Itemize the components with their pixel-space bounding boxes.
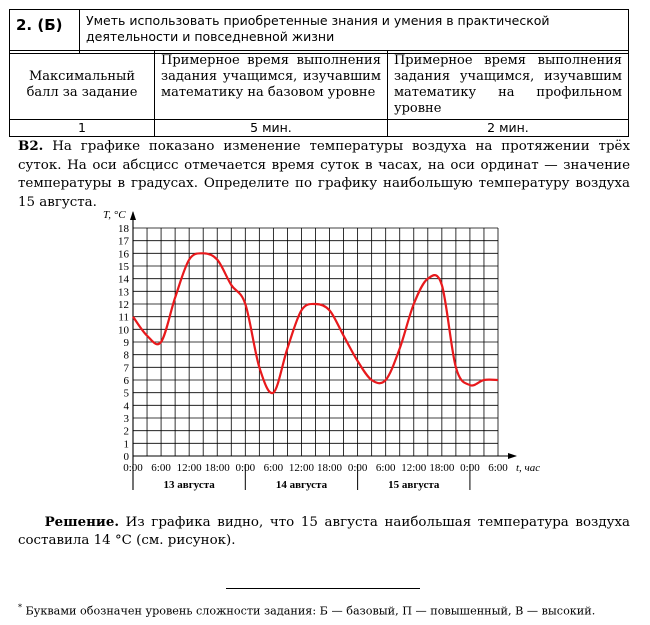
- footnote-divider: [226, 588, 420, 589]
- y-axis-label: T, °C: [103, 209, 126, 221]
- y-tick-label: 3: [123, 413, 129, 425]
- y-tick-label: 16: [118, 248, 129, 261]
- max-score-value: 1: [10, 120, 155, 137]
- y-tick-label: 12: [118, 299, 129, 311]
- y-tick-label: 17: [118, 235, 129, 248]
- day-label: 13 августа: [163, 479, 215, 491]
- y-tick-label: 6: [123, 375, 129, 387]
- task-label: В2.: [18, 138, 44, 154]
- x-axis-label: t, час: [516, 462, 541, 474]
- y-tick-label: 0: [123, 451, 129, 463]
- solution-text: [18, 513, 630, 550]
- x-tick-label: 12:00: [176, 462, 202, 474]
- x-tick-label: 0:00: [235, 462, 256, 474]
- time-profile-header: Примерное время выполнения задания учащимся, изучавшим математику на профильном уровне: [387, 51, 628, 120]
- max-score-header: Максимальный балл за задание: [10, 51, 155, 120]
- time-basic-header: Примерное время выполнения задания учащимся, изучавшим математику на базовом уровне: [155, 51, 388, 120]
- solution-body: Из графика видно, что 15 августа наибольшая температура воздуха составила 14 °C (см. рисунок).: [18, 515, 631, 548]
- x-tick-label: 0:00: [460, 462, 480, 474]
- y-axis-arrow: [130, 211, 136, 220]
- task-body: На графике показано изменение температуры воздуха на протяжении трёх суток. На оси абсцисс отмечается время суток в часах, на оси ординат — значение температуры в градусах. Определите по графику наибольшую температуру воздуха 15 августа.: [18, 139, 630, 210]
- x-tick-label: 6:00: [151, 462, 171, 474]
- x-tick-label: 12:00: [401, 462, 427, 474]
- time-profile-value: 2 мин.: [387, 120, 628, 137]
- y-tick-label: 4: [123, 400, 129, 413]
- day-label: 14 августа: [275, 479, 328, 491]
- time-basic-value: 5 мин.: [155, 120, 388, 137]
- x-tick-label: 18:00: [204, 462, 230, 474]
- y-tick-label: 13: [118, 286, 129, 299]
- y-tick-label: 10: [118, 324, 129, 337]
- x-tick-label: 18:00: [429, 462, 455, 474]
- y-tick-label: 1: [123, 438, 129, 451]
- task-number: 2. (Б): [10, 10, 80, 54]
- y-tick-label: 2: [123, 425, 129, 438]
- x-tick-label: 18:00: [317, 462, 343, 474]
- solution-label: Решение.: [44, 514, 120, 530]
- x-tick-label: 0:00: [347, 462, 368, 474]
- skill-description: Уметь использовать приобретенные знания и умения в практической деятельности и повседневной жизни: [80, 10, 629, 54]
- x-tick-label: 6:00: [488, 462, 508, 474]
- x-tick-label: 6:00: [263, 462, 284, 474]
- x-tick-label: 12:00: [288, 462, 314, 474]
- day-label: 15 августа: [388, 479, 440, 491]
- y-tick-label: 5: [123, 387, 129, 400]
- footnote: [18, 603, 595, 618]
- y-tick-label: 15: [118, 261, 129, 273]
- y-tick-label: 14: [118, 273, 129, 286]
- y-tick-label: 9: [123, 337, 129, 349]
- y-tick-label: 11: [118, 311, 129, 324]
- footnote-mark: *: [18, 603, 22, 612]
- x-axis-arrow: [508, 453, 517, 459]
- x-tick-label: 6:00: [375, 462, 396, 474]
- footnote-text: Буквами обозначен уровень сложности задания: Б — базовый, П — повышенный, В — высокий.: [22, 604, 596, 618]
- y-tick-label: 8: [123, 349, 129, 362]
- y-tick-label: 18: [118, 223, 129, 235]
- x-tick-label: 0:00: [123, 462, 143, 474]
- y-tick-label: 7: [123, 362, 129, 375]
